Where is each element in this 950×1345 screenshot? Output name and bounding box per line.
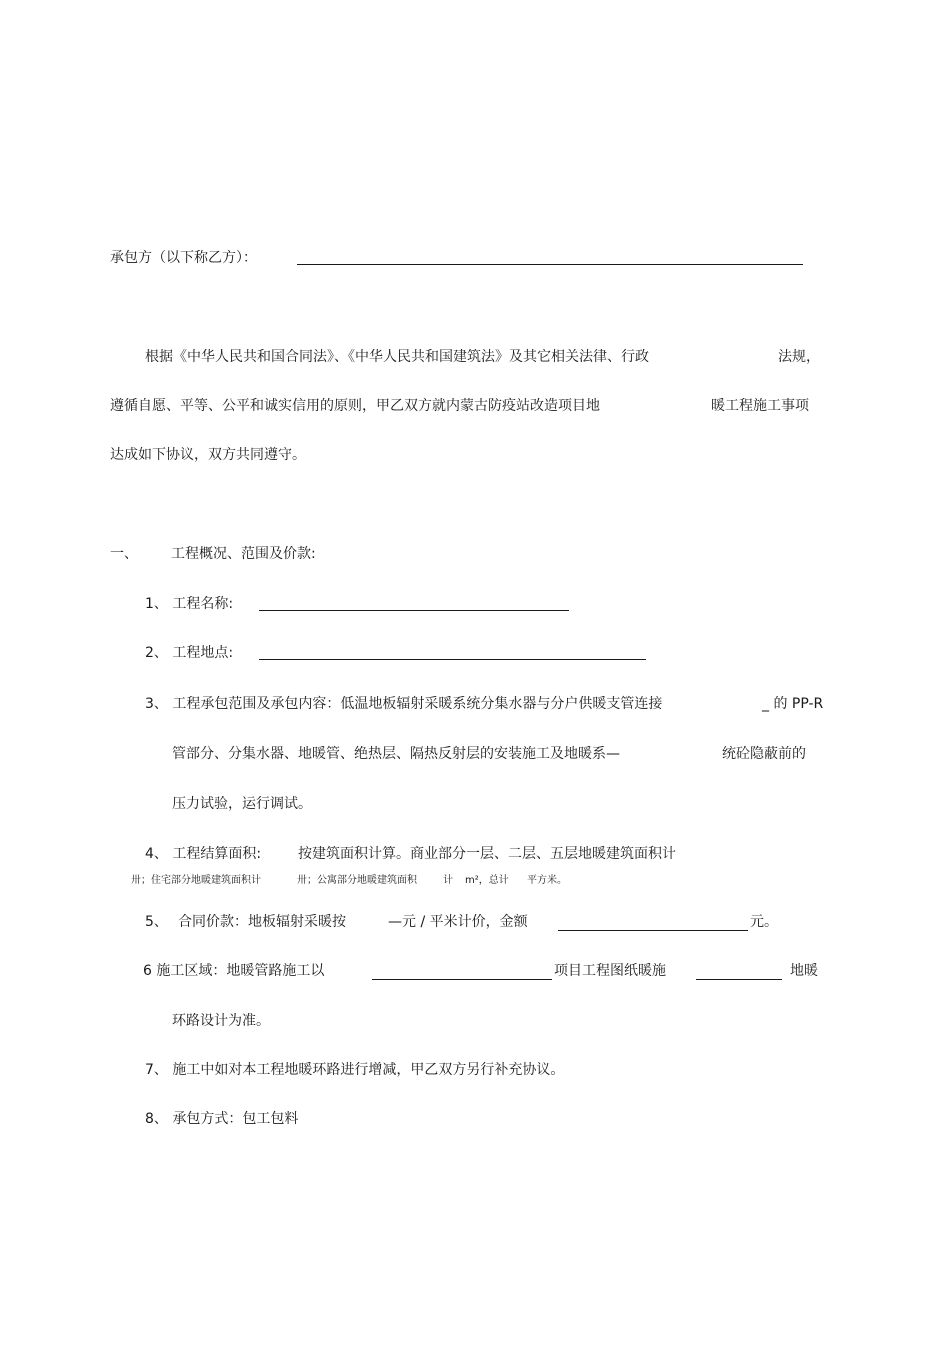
item4-label: 4、 工程结算面积: [145,846,262,862]
item4-sub3: 计 [443,875,453,886]
item7-text: 7、 施工中如对本工程地暖环路进行增减，甲乙双方另行补充协议。 [145,1062,565,1078]
item6-project-blank-line [372,979,552,980]
item6-end: 地暖 [790,963,818,979]
item5-number: 5、 [145,914,168,930]
item6-line2: 环路设计为准。 [172,1013,270,1029]
item6-text: 6 施工区域：地暖管路施工以 [143,963,325,979]
item3-line1: 3、 工程承包范围及承包内容：低温地板辐射采暖系统分集水器与分户供暖支管连接 [145,696,663,712]
item4-sub2: 卅；公寓部分地暖建筑面积 [297,875,417,886]
item4-sub5: 平方米。 [527,875,567,886]
item5-unit-price: —元 / 平米计价，金额 [388,914,528,930]
item5-amount-blank-line [558,930,748,931]
section-title: 工程概况、范围及价款: [171,546,316,562]
intro-line1-end: 法规， [778,349,820,365]
item5-text: 合同价款：地板辐射采暖按 [178,914,346,930]
item4-text: 按建筑面积计算。商业部分一层、二层、五层地暖建筑面积计 [298,846,676,862]
item1-blank-line [259,610,569,611]
intro-line2: 遵循自愿、平等、公平和诚实信用的原则，甲乙双方就内蒙古防疫站改造项目地 [110,398,600,414]
item5-currency: 元。 [750,914,778,930]
item3-line1-end: _ 的 PP-R [762,696,824,712]
item4-sub1: 卅；住宅部分地暖建筑面积计 [131,875,261,886]
contractor-blank-line [297,264,803,265]
item6-drawing-blank-line [696,979,782,980]
item3-line2-end: 统砼隐蔽前的 [722,746,806,762]
item6-drawing: 项目工程图纸暖施 [554,963,666,979]
item4-sub4: m²，总计 [465,875,509,886]
item1-label: 1、 工程名称: [145,596,234,612]
contractor-label: 承包方（以下称乙方）： [110,250,257,266]
item2-label: 2、 工程地点: [145,645,234,661]
intro-line3: 达成如下协议，双方共同遵守。 [110,447,306,463]
intro-line1: 根据《中华人民共和国合同法》、《中华人民共和国建筑法》及其它相关法律、行政 [145,349,649,365]
item2-blank-line [259,659,646,660]
intro-line2-end: 暖工程施工事项 [711,398,809,414]
item8-text: 8、 承包方式：包工包料 [145,1111,299,1127]
item3-line3: 压力试验，运行调试。 [172,796,312,812]
item3-line2: 管部分、分集水器、地暖管、绝热层、隔热反射层的安装施工及地暖系— [172,746,620,762]
section-number: 一、 [110,546,138,562]
